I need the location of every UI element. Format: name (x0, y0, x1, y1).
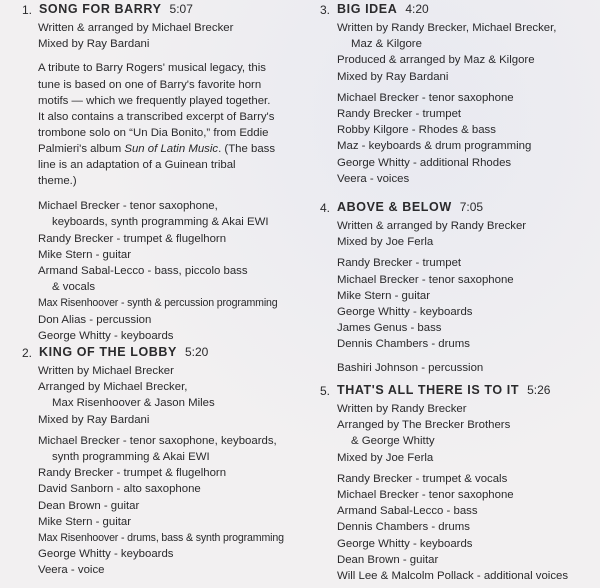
personnel-line: Michael Brecker - tenor saxophone (337, 91, 514, 104)
personnel-line: Michael Brecker - tenor saxophone, (38, 200, 218, 213)
personnel-line: Randy Brecker - trumpet & vocals (337, 472, 508, 485)
credit-line: Written by Randy Brecker, Michael Brecker, (337, 22, 557, 34)
track-header (314, 2, 600, 20)
personnel-line: synth programming & Akai EWI (52, 451, 210, 464)
track-duration: 7:05 (459, 200, 484, 214)
personnel-line: Randy Brecker - trumpet (337, 108, 462, 121)
track-title-text: ABOVE & BELOW (337, 200, 452, 214)
track-title (39, 345, 208, 359)
credit-line: Written & arranged by Michael Brecker (38, 22, 234, 34)
track-number: 2. (22, 346, 33, 360)
description-line: It also contains a transcribed excerpt of Barry's (38, 110, 275, 123)
personnel-line: Robby Kilgore - Rhodes & bass (337, 124, 496, 137)
track-duration: 5:20 (184, 345, 209, 359)
personnel-line: Mike Stern - guitar (337, 289, 431, 302)
description-line: A tribute to Barry Rogers' musical legacy, this (38, 62, 266, 75)
track-header (314, 200, 600, 218)
track-5 (314, 383, 600, 584)
credit-line: Maz & Kilgore (351, 38, 422, 51)
personnel-line: George Whitty - keyboards (337, 537, 473, 550)
track-number: 1. (22, 3, 33, 17)
track-2 (0, 345, 312, 579)
track-description (38, 60, 312, 189)
personnel-line: Armand Sabal-Lecco - bass (337, 505, 478, 518)
credit-line: Produced & arranged by Maz & Kilgore (337, 54, 535, 67)
track-title (337, 2, 429, 16)
track-header (314, 383, 600, 401)
personnel-line: Dean Brown - guitar (38, 499, 140, 512)
personnel-line: David Sanborn - alto saxophone (38, 483, 201, 496)
track-title-text: BIG IDEA (337, 2, 398, 16)
track-title-text: SONG FOR BARRY (39, 2, 162, 16)
personnel-line: George Whitty - additional Rhodes (337, 156, 512, 169)
description-line: Palmieri's album Sun of Latin Music. (The bass (38, 142, 276, 155)
personnel-line: Dennis Chambers - drums (337, 521, 470, 534)
credit-line: Mixed by Ray Bardani (337, 70, 449, 83)
personnel-line: Mike Stern - guitar (38, 248, 132, 261)
track-title (337, 200, 483, 214)
credit-line: Max Risenhoover & Jason Miles (52, 397, 215, 410)
credit-line: & George Whitty (351, 435, 435, 448)
personnel-line: Veera - voice (38, 564, 105, 577)
credit-line: Arranged by Michael Brecker, (38, 381, 188, 394)
track-title (39, 2, 193, 16)
track-number: 4. (320, 201, 331, 215)
track-header (0, 2, 312, 20)
track-duration: 5:07 (169, 2, 193, 16)
track-3 (314, 2, 600, 187)
credit-line: Mixed by Ray Bardani (38, 38, 150, 51)
track-header (0, 345, 312, 363)
credit-line: Mixed by Joe Ferla (337, 451, 434, 464)
description-line: theme.) (38, 175, 77, 188)
personnel-line: Michael Brecker - tenor saxophone (337, 489, 514, 502)
description-line: tune is based on one of Barry's favorite horn (38, 78, 262, 91)
personnel-line: Bashiri Johnson - percussion (337, 361, 484, 374)
personnel-line: Maz - keyboards & drum programming (337, 140, 532, 153)
personnel-line: Veera - voices (337, 172, 410, 185)
personnel-line: & vocals (52, 281, 96, 294)
track-title (337, 383, 550, 397)
personnel-line: keyboards, synth programming & Akai EWI (52, 216, 269, 229)
personnel-line: Will Lee & Malcolm Pollack - additional voices (337, 570, 569, 583)
personnel-line: James Genus - bass (337, 322, 442, 335)
personnel-line: Randy Brecker - trumpet & flugelhorn (38, 467, 227, 480)
personnel-line: Michael Brecker - tenor saxophone (337, 273, 514, 286)
track-4 (314, 200, 600, 376)
personnel-line: Don Alias - percussion (38, 313, 152, 326)
credit-line: Mixed by Joe Ferla (337, 236, 434, 249)
description-line: trombone solo on “Un Dia Bonito,” from Eddie (38, 126, 269, 139)
personnel-line: Randy Brecker - trumpet & flugelhorn (38, 232, 227, 245)
personnel-line: Randy Brecker - trumpet (337, 257, 462, 270)
credit-line: Written & arranged by Randy Brecker (337, 220, 527, 232)
personnel-line: Armand Sabal-Lecco - bass, piccolo bass (38, 264, 248, 277)
personnel-line: Dennis Chambers - drums (337, 338, 470, 351)
track-number: 5. (320, 384, 331, 398)
description-line: motifs — which we frequently played together. (38, 94, 271, 107)
personnel-line: George Whitty - keyboards (337, 306, 473, 319)
album-title: Sun of Latin Music (124, 142, 219, 155)
track-duration: 5:26 (527, 383, 551, 397)
personnel-line: Max Risenhoover - synth & percussion programming (38, 297, 278, 310)
personnel-line: George Whitty - keyboards (38, 548, 174, 561)
credit-line: Written by Michael Brecker (38, 365, 174, 377)
track-1 (0, 2, 312, 344)
track-title-text: KING OF THE LOBBY (39, 345, 177, 359)
credit-line: Mixed by Ray Bardani (38, 413, 150, 426)
track-title-text: THAT'S ALL THERE IS TO IT (337, 383, 520, 397)
description-line: line is an adaptation of a Guinean tribal (38, 158, 236, 171)
personnel-line: George Whitty - keyboards (38, 329, 174, 342)
personnel-line: Max Risenhoover - drums, bass & synth programming (38, 532, 284, 545)
personnel-line: Michael Brecker - tenor saxophone, keyboards, (38, 434, 277, 447)
credit-line: Arranged by The Brecker Brothers (337, 419, 511, 432)
personnel-line: Dean Brown - guitar (337, 553, 439, 566)
personnel-line: Mike Stern - guitar (38, 515, 132, 528)
track-number: 3. (320, 3, 331, 17)
track-duration: 4:20 (405, 2, 429, 16)
credit-line: Written by Randy Brecker (337, 403, 467, 415)
